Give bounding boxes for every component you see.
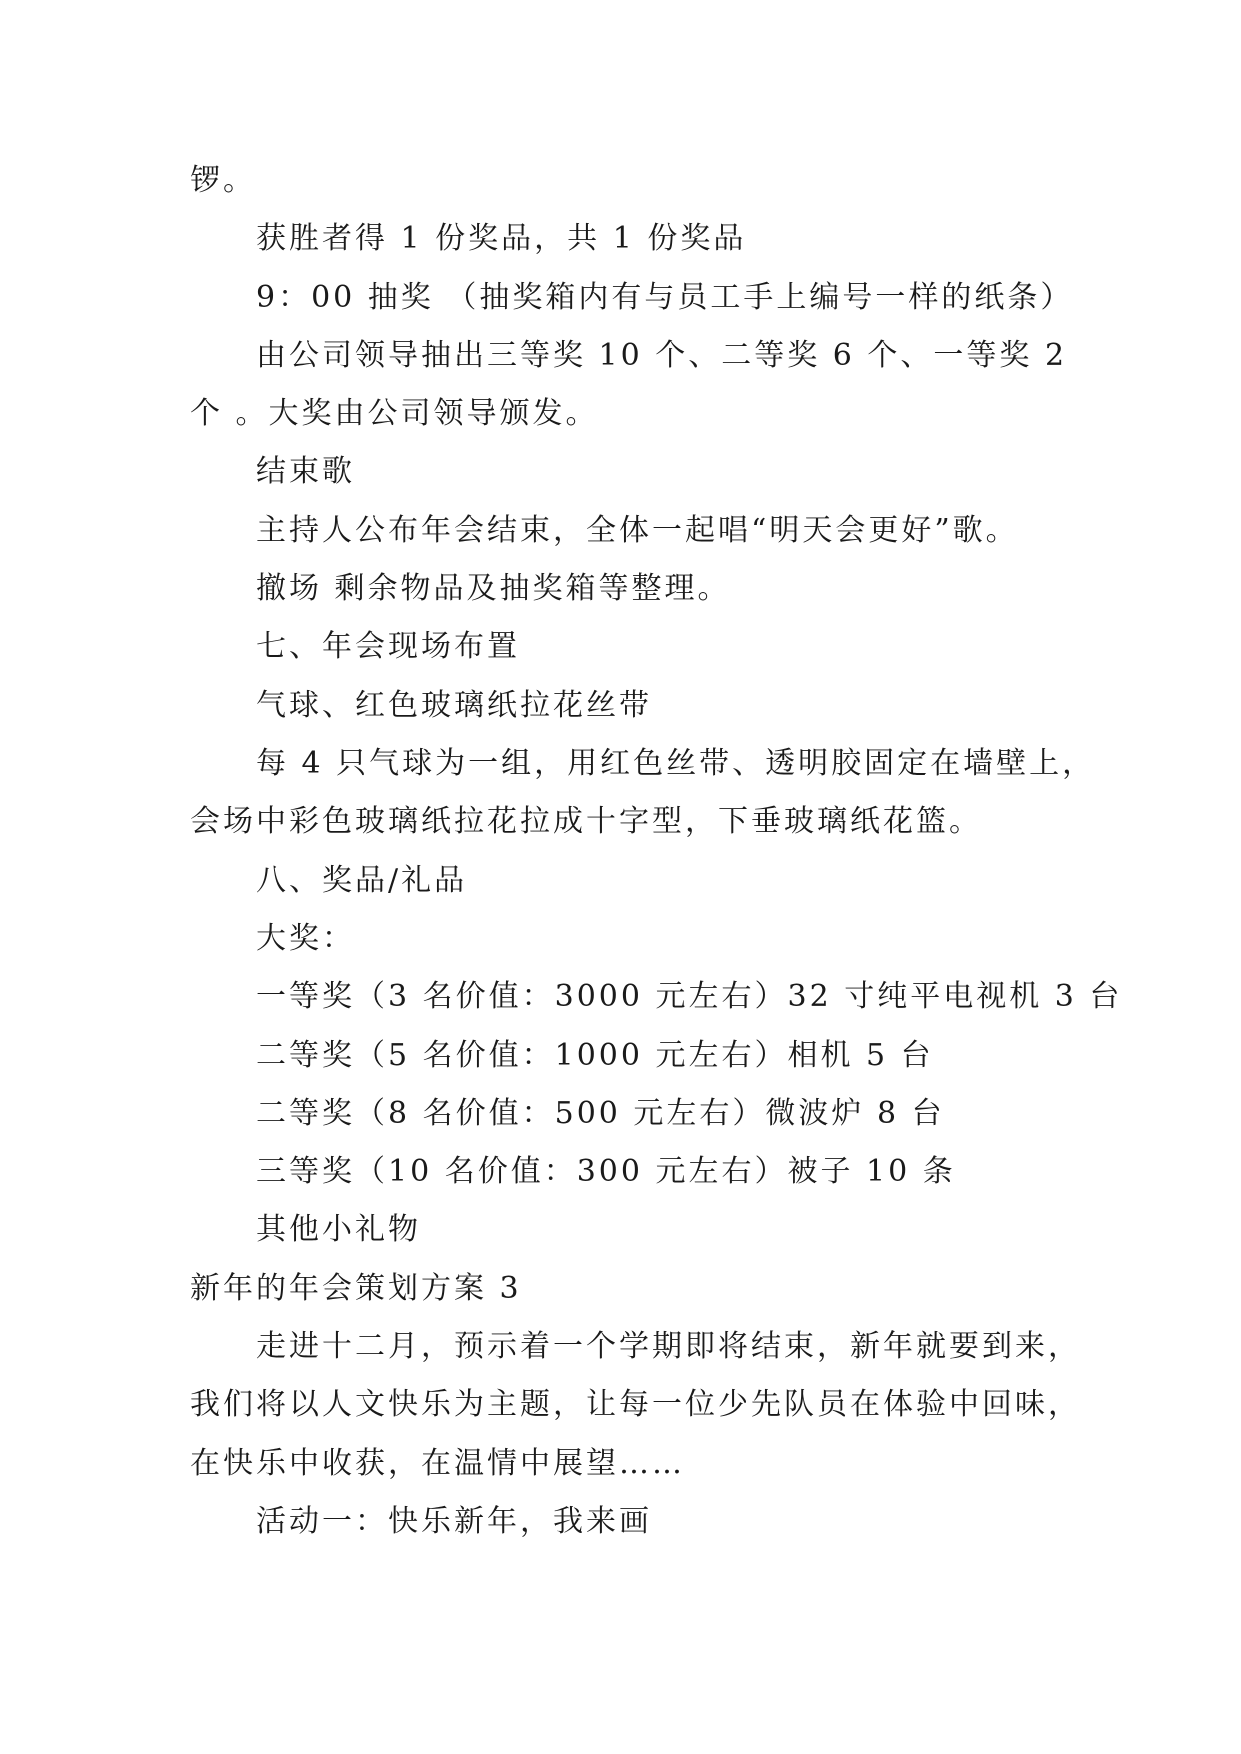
paragraph-line: 个 。大奖由公司领导颁发。 xyxy=(190,396,599,431)
paragraph-line: 其他小礼物 xyxy=(256,1212,421,1247)
paragraph-line: 主持人公布年会结束，全体一起唱“明天会更好”歌。 xyxy=(256,513,1019,548)
section-heading: 八、奖品/礼品 xyxy=(256,863,468,898)
section-title: 新年的年会策划方案 3 xyxy=(190,1271,522,1306)
paragraph-line: 每 4 只气球为一组，用红色丝带、透明胶固定在墙壁上， xyxy=(256,746,1096,781)
paragraph-line: 撤场 剩余物品及抽奖箱等整理。 xyxy=(256,571,731,606)
paragraph-line: 9：00 抽奖 （抽奖箱内有与员工手上编号一样的纸条） xyxy=(256,280,1074,315)
paragraph-line: 锣。 xyxy=(190,163,256,198)
section-heading: 活动一：快乐新年，我来画 xyxy=(256,1504,652,1539)
prize-line: 二等奖（5 名价值：1000 元左右）相机 5 台 xyxy=(256,1038,934,1073)
paragraph-line: 会场中彩色玻璃纸拉花拉成十字型，下垂玻璃纸花篮。 xyxy=(190,804,982,839)
paragraph-line: 获胜者得 1 份奖品，共 1 份奖品 xyxy=(256,221,747,256)
paragraph-line: 在快乐中收获，在温情中展望…… xyxy=(190,1446,685,1481)
prize-line: 二等奖（8 名价值：500 元左右）微波炉 8 台 xyxy=(256,1096,945,1131)
prize-line: 三等奖（10 名价值：300 元左右）被子 10 条 xyxy=(256,1154,956,1189)
paragraph-line: 我们将以人文快乐为主题，让每一位少先队员在体验中回味， xyxy=(190,1387,1081,1422)
section-heading: 七、年会现场布置 xyxy=(256,629,520,664)
paragraph-line: 走进十二月，预示着一个学期即将结束，新年就要到来， xyxy=(256,1329,1081,1364)
prize-line: 一等奖（3 名价值：3000 元左右）32 寸纯平电视机 3 台 xyxy=(256,979,1123,1014)
paragraph-line: 大奖： xyxy=(256,921,355,956)
paragraph-line: 由公司领导抽出三等奖 10 个、二等奖 6 个、一等奖 2 xyxy=(256,338,1068,373)
paragraph-line: 气球、红色玻璃纸拉花丝带 xyxy=(256,688,652,723)
section-heading: 结束歌 xyxy=(256,454,355,489)
